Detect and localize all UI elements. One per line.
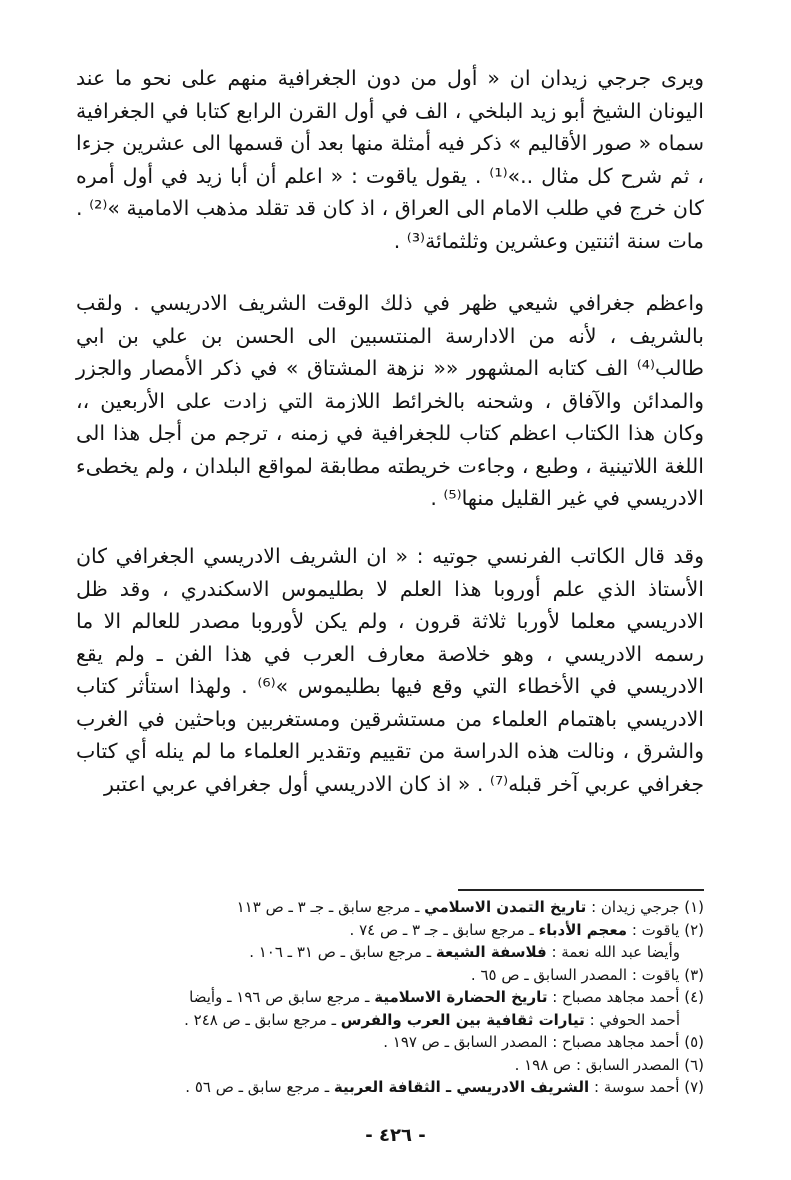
footnote-4: (٤) أحمد مجاهد مصباح : تاريخ الحضارة الاسلامية ـ مرجع سابق ص ١٩٦ ـ وأيضا: [189, 988, 704, 1006]
footnote-5: (٥) أحمد مجاهد مصباح : المصدر السابق ـ ص ١٩٧ .: [383, 1033, 704, 1051]
footnote-6: (٦) المصدر السابق : ص ١٩٨ .: [514, 1055, 704, 1074]
paragraph-2: واعظم جغرافي شيعي ظهر في ذلك الوقت الشريف الادريسي . ولقب بالشريف ، لأنه من الادارسة المنتسبين الى الحسن بن علي بن ابي طالب⁽⁴⁾ الف كتابه المشهور «« نزهة المشتاق » في ذكر الأمصار والجزر والمدائن والآفاق ، وشحنه بالخرائط اللازمة التي زادت على الأربعين ،، وكان هذا الكتاب اعظم كتاب للجغرافية في زمنه ، ترجم من أجل هذا الى اللغة اللاتينية ، وطبع ، وجاءت خريطته مطابقة لمواقع البلدان ، ولم يخطىء الادريسي في غير القليل منها⁽⁵⁾ .: [76, 291, 704, 510]
footnote-4-continuation: أحمد الحوفي : تيارات ثقافية بين العرب والفرس ـ مرجع سابق ـ ص ٢٤٨ .: [184, 1010, 680, 1029]
paragraph-1: ويرى جرجي زيدان ان « أول من دون الجغرافية منهم على نحو ما عند اليونان الشيخ أبو زيد البلخي ، الف في أول القرن الرابع كتابا في الجغرافية سماه « صور الأقاليم » ذكر فيه أمثلة منها بعد أن قسمها الى عشرين جزءا ، ثم شرح كل مثال ..»⁽¹⁾ . يقول ياقوت : « اعلم أن أبا زيد في أول أمره كان خرج في طلب الامام الى العراق ، اذ كان قد تقلد مذهب الامامية »⁽²⁾ . مات سنة اثنتين وعشرين وثلثمائة⁽³⁾ .: [76, 66, 704, 253]
footnote-3: (٣) ياقوت : المصدر السابق ـ ص ٦٥ .: [470, 965, 704, 984]
footnote-2: (٢) ياقوت : معجم الأدباء ـ مرجع سابق ـ جـ ٣ ـ ص ٧٤ .: [349, 920, 704, 939]
paragraph-3: وقد قال الكاتب الفرنسي جوتيه : « ان الشريف الادريسي الجغرافي كان الأستاذ الذي علم أوروبا هذا العلم لا بطليموس الاسكندري ، وقد ظل الادريسي معلما لأوربا ثلاثة قرون ، ولم يكن لأوروبا مصدر للعالم الا ما رسمه الادريسي ، وهو خلاصة معارف العرب في هذا الفن ـ ولم يقع الادريسي في الأخطاء التي وقع فيها بطليموس »⁽⁶⁾ . ولهذا استأثر كتاب الادريسي باهتمام العلماء من مستشرقين ومستغربين وباحثين في الغرب والشرق ، ونالت هذه الدراسة من تقييم وتقدير العلماء ما لم ينله أي كتاب جغرافي عربي آخر قبله⁽⁷⁾ . « اذ كان الادريسي أول جغرافي عربي اعتبر: [76, 544, 704, 796]
footnotes-list: [76, 896, 704, 1099]
footnote-2-continuation: وأيضا عبد الله نعمة : فلاسفة الشيعة ـ مرجع سابق ـ ص ٣١ ـ ١٠٦ .: [249, 943, 680, 961]
footnote-divider: [458, 889, 704, 891]
page-number: - ٤٢٦ -: [365, 1125, 426, 1146]
footnote-1: (١) جرجي زيدان : تاريخ التمدن الاسلامي ـ مرجع سابق ـ جـ ٣ ـ ص ١١٣: [236, 898, 704, 916]
footnote-7: (٧) أحمد سوسة : الشريف الادريسي ـ الثقافة العربية ـ مرجع سابق ـ ص ٥٦ .: [185, 1078, 704, 1096]
